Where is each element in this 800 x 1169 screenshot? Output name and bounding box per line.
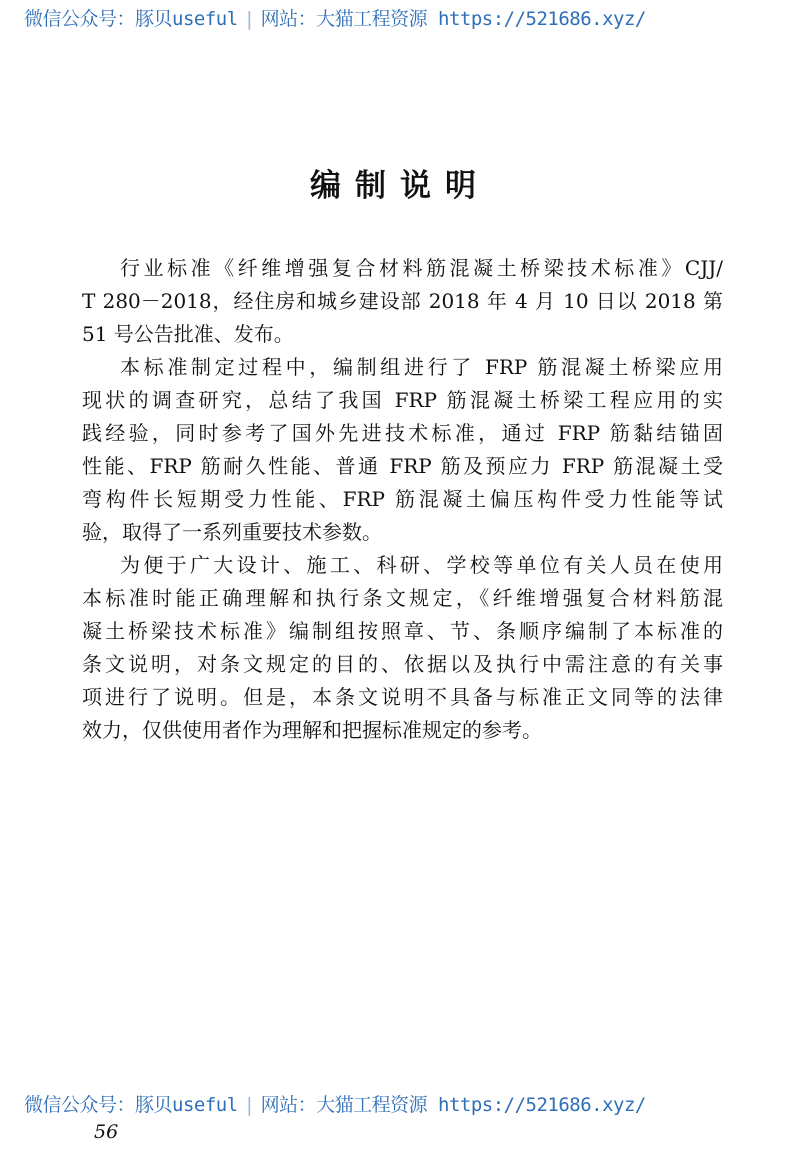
- text-line: 凝土桥梁技术标准》编制组按照章、节、条顺序编制了本标准的: [82, 619, 723, 643]
- text-line: 现状的调查研究，总结了我国 FRP 筋混凝土桥梁工程应用的实: [82, 388, 723, 412]
- page-number: 56: [94, 1121, 119, 1143]
- paragraph-1: [82, 252, 723, 351]
- text-line: 践经验，同时参考了国外先进技术标准，通过 FRP 筋黏结锚固: [82, 421, 723, 445]
- watermark-top: [24, 4, 784, 31]
- text-line: 项进行了说明。但是，本条文说明不具备与标准正文同等的法律: [82, 685, 723, 709]
- text-line: T 280－2018，经住房和城乡建设部 2018 年 4 月 10 日以 2018 第: [82, 289, 723, 313]
- watermark-separator: |: [243, 1094, 255, 1116]
- text-line: 验，取得了一系列重要技术参数。: [82, 520, 382, 544]
- text-line: 本标准制定过程中，编制组进行了 FRP 筋混凝土桥梁应用: [120, 355, 723, 379]
- text-line: 本标准时能正确理解和执行条文规定，《纤维增强复合材料筋混: [82, 586, 723, 610]
- text-line: 性能、FRP 筋耐久性能、普通 FRP 筋及预应力 FRP 筋混凝土受: [82, 454, 723, 478]
- watermark-right: 网站：大猫工程资源 https://521686.xyz/: [260, 1094, 646, 1116]
- text-line: 效力，仅供使用者作为理解和把握标准规定的参考。: [82, 718, 542, 742]
- paragraph-3: [82, 549, 723, 747]
- watermark-bottom: [24, 1090, 784, 1117]
- watermark-left: 微信公众号：豚贝useful: [24, 1094, 238, 1116]
- paragraph-2: [82, 351, 723, 549]
- document-body: [82, 252, 723, 747]
- watermark-separator: |: [243, 8, 255, 30]
- text-line: 51 号公告批准、发布。: [82, 322, 294, 346]
- watermark-right: 网站：大猫工程资源 https://521686.xyz/: [260, 8, 646, 30]
- page-title: 编制说明: [310, 168, 490, 204]
- text-line: 条文说明，对条文规定的目的、依据以及执行中需注意的有关事: [82, 652, 723, 676]
- text-line: 为便于广大设计、施工、科研、学校等单位有关人员在使用: [120, 553, 723, 577]
- text-line: 行业标准《纤维增强复合材料筋混凝土桥梁技术标准》CJJ/: [120, 256, 723, 280]
- text-line: 弯构件长短期受力性能、FRP 筋混凝土偏压构件受力性能等试: [82, 487, 723, 511]
- watermark-left: 微信公众号：豚贝useful: [24, 8, 238, 30]
